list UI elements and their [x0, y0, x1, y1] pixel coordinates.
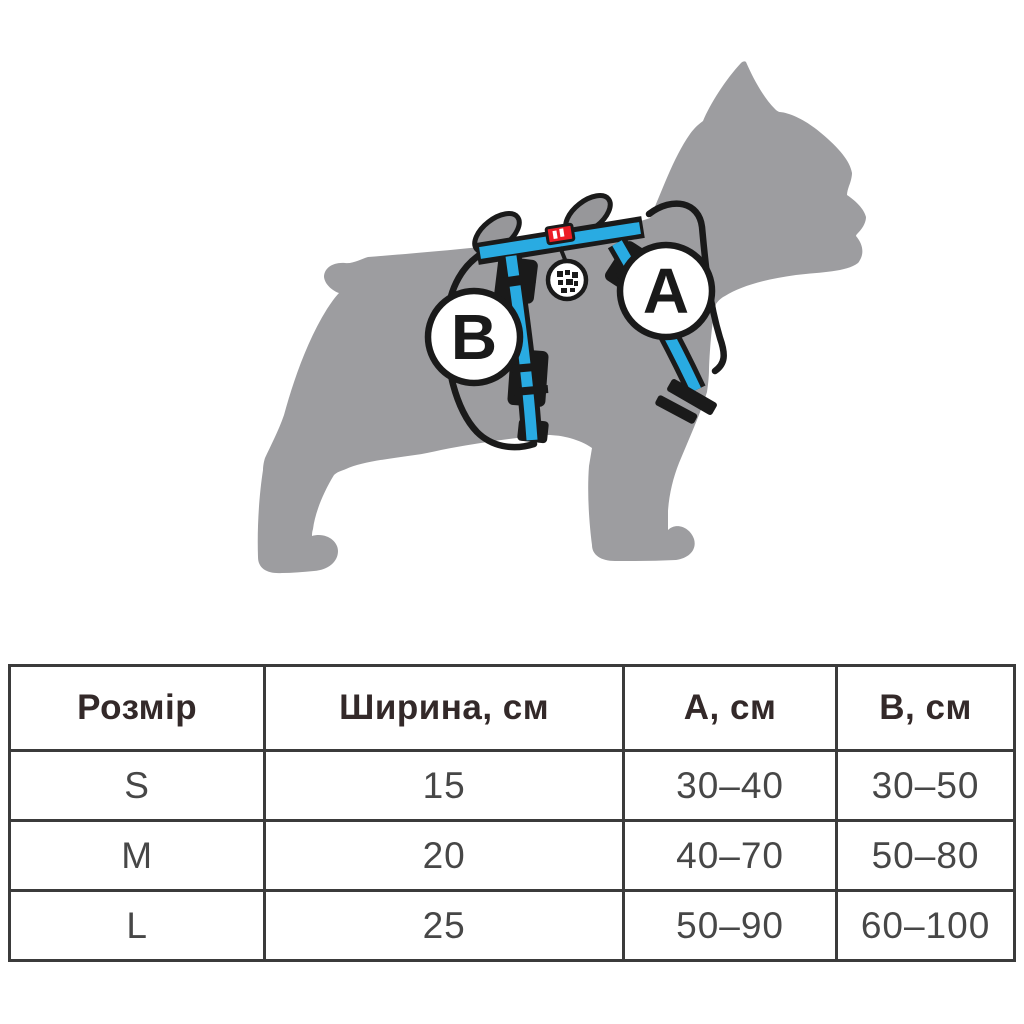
table-header-a: А, см: [624, 666, 837, 751]
cell-size-s: S: [10, 751, 265, 821]
table-row-m: [10, 821, 1015, 891]
cell-size-m: M: [10, 821, 265, 891]
table-row-s: [10, 751, 1015, 821]
cell-b-s: 30–50: [837, 751, 1015, 821]
label-b-letter: B: [450, 301, 498, 373]
table-header-size: Розмір: [10, 666, 265, 751]
cell-width-m: 20: [265, 821, 624, 891]
cell-b-l: 60–100: [837, 891, 1015, 961]
cell-b-m: 50–80: [837, 821, 1015, 891]
table-header-width: Ширина, см: [265, 666, 624, 751]
table-header-b: В, см: [837, 666, 1015, 751]
dog-silhouette-icon: [258, 61, 866, 573]
cell-width-s: 15: [265, 751, 624, 821]
size-table-header-row: [10, 666, 1015, 751]
cell-a-l: 50–90: [624, 891, 837, 961]
label-a-letter: A: [642, 255, 690, 327]
table-row-l: [10, 891, 1015, 961]
measure-label-a: [620, 245, 712, 337]
cell-size-l: L: [10, 891, 265, 961]
size-table: [8, 664, 1016, 962]
cell-width-l: 25: [265, 891, 624, 961]
girth-slider-bar-bottom: [514, 389, 548, 392]
measure-label-b: [428, 291, 520, 383]
girth-slider-bar-top: [512, 366, 546, 369]
girth-buckle-bar: [501, 278, 535, 283]
brand-tag-icon: [546, 224, 574, 244]
cell-a-s: 30–40: [624, 751, 837, 821]
cell-a-m: 40–70: [624, 821, 837, 891]
